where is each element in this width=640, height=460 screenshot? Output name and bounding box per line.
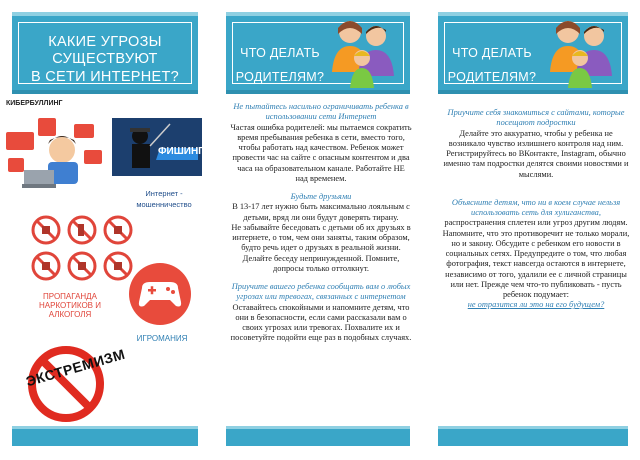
tip-text: В 13-17 лет нужно быть максимально лояльным с детьми, вряд ли они будут доверять тирану. bbox=[232, 202, 410, 222]
threats-title: КАКИЕ УГРОЗЫ СУЩЕСТВУЮТ В СЕТИ ИНТЕРНЕТ? bbox=[30, 34, 180, 85]
parents-banner bbox=[438, 12, 628, 94]
parents-column-1 bbox=[230, 102, 412, 344]
propaganda-illustration bbox=[28, 214, 136, 286]
tip-text: Делайте это аккуратно, чтобы у ребенка не возникало чувство излишнего контроля над ним. Регистрируйтесь во ВКонтакте, Instagram, обычно именно там подростки делятся своими новостями и мыслями. bbox=[443, 128, 629, 179]
footer-bar bbox=[438, 426, 628, 446]
cyberbullying-label: КИБЕРБУЛЛИНГ bbox=[6, 100, 63, 107]
phishing-label: ФИШИНГ bbox=[158, 146, 204, 157]
parents-title: ЧТО ДЕЛАТЬ РОДИТЕЛЯМ? bbox=[235, 46, 325, 84]
family-icon bbox=[540, 12, 620, 92]
tip-heading: Приучите вашего ребенка сообщать вам о любых угрозах или тревогах, связанных с интернетом bbox=[231, 282, 411, 302]
extremism-label: ЭКСТРЕМИЗМ bbox=[24, 345, 127, 390]
cyberbullying-illustration bbox=[4, 110, 108, 192]
fraud-label: Интернет - мошенничество bbox=[136, 189, 192, 210]
family-icon bbox=[322, 12, 402, 92]
tip-heading: Приучите себя знакомиться с сайтами, которые посещают подростки bbox=[447, 108, 625, 128]
threats-banner bbox=[12, 12, 198, 94]
tip-text: Частая ошибка родителей: мы пытаемся сократить время пребывания ребенка в сети, вместо того, чтобы работать над качеством. Ребенок может провести час на сайте с опасным контентом и два часа на образовательном канале. Работайте НЕ над временем. bbox=[230, 122, 412, 183]
tip-text: Оставайтесь спокойными и напомните детям, что они в безопасности, если сами рассказали вам о своих угрозах или тревогах. Похвалите их и посоветуйте подойти еще раз в подобных случаях. bbox=[230, 302, 412, 343]
tip-text: Не забывайте беседовать с детьми об их друзьях в интернете, о том, чем они заняты, таким образом, будто речь идет о друзьях в реальной жизни. Делайте беседу непринужденной. Помните, допросы только оттолкнут. bbox=[231, 222, 411, 273]
parents-title: ЧТО ДЕЛАТЬ РОДИТЕЛЯМ? bbox=[447, 46, 537, 84]
parents-banner bbox=[226, 12, 410, 94]
tip-heading: Объясните детям, что ни в коем случае нельзя использовать сеть для хулиганства, bbox=[451, 197, 621, 217]
tip-heading: Не пытайтесь насильно ограничивать ребенка в использовании сети Интернет bbox=[233, 102, 409, 122]
panel-parents-2 bbox=[426, 0, 640, 460]
gaming-label: ИГРОМАНИЯ bbox=[136, 334, 188, 343]
tip-heading: Будьте друзьями bbox=[290, 192, 352, 201]
parents-column-2 bbox=[442, 108, 630, 311]
tip-text: распространения сплетен или угроз другим людям. Напомните, что это противоречит не только морали, но и закону. Обсудите с ребенком его новости в социальных сетях. Предупредите о том, что любая фотография, текст навсегда остаются в интернете, независимо от того, удалили ее с личной страницы или нет. Прежде чем что-то публиковать - пусть ребенок подумает: bbox=[442, 218, 630, 299]
panel-parents-1 bbox=[214, 0, 422, 460]
propaganda-label: ПРОПАГАНДА НАРКОТИКОВ И АЛКОГОЛЯ bbox=[39, 292, 101, 320]
panel-threats bbox=[0, 0, 210, 460]
tip-link: не отразится ли это на его будущем? bbox=[467, 300, 605, 310]
gamepad-icon bbox=[128, 262, 192, 326]
footer-bar bbox=[226, 426, 410, 446]
footer-bar bbox=[12, 426, 198, 446]
